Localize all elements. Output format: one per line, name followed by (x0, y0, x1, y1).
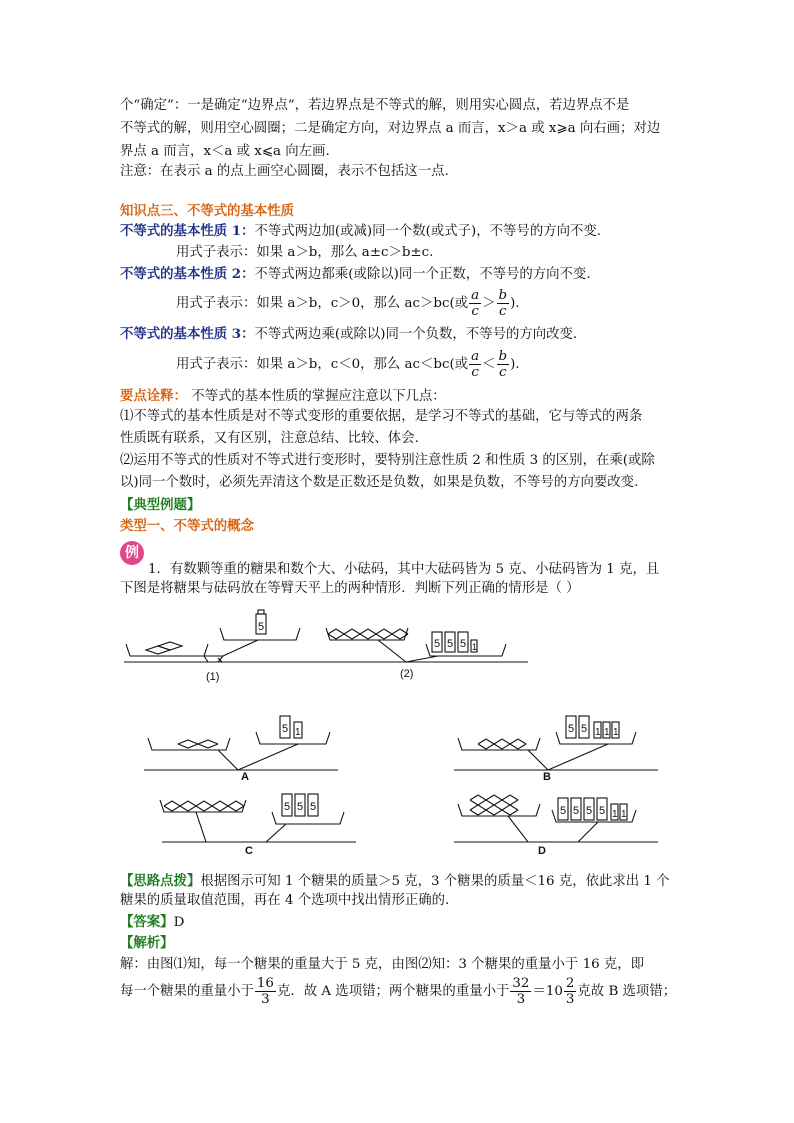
svg-text:5: 5 (586, 805, 593, 817)
svg-text:5: 5 (310, 801, 317, 813)
property-2 (120, 264, 591, 285)
scale-2 (324, 628, 528, 662)
intro-line: 界点 a 而言，x＜a 或 x⩽a 向左画. (120, 144, 330, 159)
question-line: 下图是将糖果与砝码放在等臂天平上的两种情形．判断下列正确的情形是（ ） (120, 581, 580, 596)
balance-scales-figure (118, 600, 678, 860)
fraction: $\frac{a}{c}$ (471, 349, 480, 380)
svg-text:1: 1 (612, 809, 618, 820)
question-line: 1．有数颗等重的糖果和数个大、小砝码，其中大砝码皆为 5 克、小砝码皆为 1 克，且 (148, 562, 660, 577)
note-item: 性质既有联系，又有区别，注意总结、比较、体会. (120, 431, 419, 446)
option-label-b: B (543, 771, 551, 783)
fraction: $\frac{32}{3}$ (512, 976, 530, 1007)
svg-text:1: 1 (613, 727, 619, 738)
svg-text:5: 5 (460, 638, 467, 650)
note-item: ⑴不等式的基本性质是对不等式变形的重要依据，是学习不等式的基础，它与等式的两条 (120, 409, 643, 424)
svg-text:5: 5 (568, 723, 575, 735)
property-2-label: 不等式的基本性质 2： (120, 266, 255, 282)
svg-text:5: 5 (447, 638, 454, 650)
svg-text:1: 1 (295, 727, 301, 738)
svg-text:5: 5 (434, 638, 441, 650)
property-1-formula: 用式子表示：如果 a＞b，那么 a±c＞b±c. (176, 245, 434, 260)
property-3-formula: 用式子表示：如果 a＞b，c＜0，那么 ac＜bc(或 $\frac{a}{c}$ ＜ $\frac{b}{c}$ ). (176, 349, 520, 380)
svg-text:5: 5 (573, 805, 580, 817)
figure-label-1: (1) (206, 671, 220, 683)
svg-text:5: 5 (599, 805, 606, 817)
option-b-scale (454, 716, 658, 770)
property-1-label: 不等式的基本性质 1： (120, 223, 255, 239)
property-1 (120, 221, 601, 242)
fraction: $\frac{2}{3}$ (565, 976, 575, 1007)
svg-text:1: 1 (595, 727, 601, 738)
option-d-scale (454, 795, 658, 842)
svg-text:5: 5 (297, 801, 304, 813)
hint-label: 【思路点拨】 (120, 873, 201, 889)
intro-line: 个“确定”：一是确定“边界点”，若边界点是不等式的解，则用实心圆点，若边界点不是 (120, 98, 630, 113)
answer-label: 【答案】 (120, 914, 174, 930)
note-item: 以)同一个数时，必须先弄清这个数是正数还是负数，如果是负数，不等号的方向要改变. (120, 475, 639, 490)
answer-line (120, 912, 184, 933)
fraction: $\frac{a}{c}$ (471, 288, 480, 319)
property-3 (120, 324, 577, 345)
svg-text:5: 5 (581, 723, 588, 735)
notes-label: 要点诠释： (120, 388, 187, 404)
option-label-a: A (241, 771, 249, 783)
examples-heading: 【典型例题】 (120, 497, 201, 513)
property-1-text: 不等式两边加(或减)同一个数(或式子)，不等号的方向不变. (254, 224, 602, 239)
note-item: ⑵运用不等式的性质对不等式进行变形时，要特别注意性质 2 和性质 3 的区别，在乘(或除 (120, 453, 655, 468)
property-2-formula: 用式子表示：如果 a＞b，c＞0，那么 ac＞bc(或 $\frac{a}{c}$ ＞ $\frac{b}{c}$ ). (176, 288, 520, 319)
option-label-d: D (538, 845, 546, 857)
option-label-c: C (245, 845, 253, 857)
note-line: 注意：在表示 a 的点上画空心圆圈，表示不包括这一点. (120, 164, 449, 179)
analysis-label: 【解析】 (120, 935, 174, 951)
option-c-scale (160, 794, 356, 842)
type-heading: 类型一、不等式的概念 (120, 518, 254, 534)
section-heading: 知识点三、不等式的基本性质 (120, 203, 295, 219)
hint-line: 【思路点拨】根据图示可知 1 个糖果的质量＞5 克，3 个糖果的质量＜16 克，依此求出 1 个 (120, 873, 670, 889)
property-3-text: 不等式两边乘(或除以)同一个负数，不等号的方向改变. (254, 327, 578, 342)
svg-text:1: 1 (621, 809, 627, 820)
svg-text:5: 5 (282, 723, 289, 735)
svg-text:1: 1 (472, 642, 478, 652)
property-2-text: 不等式两边都乘(或除以)同一个正数，不等号的方向不变. (254, 267, 591, 282)
weight-5: 5 (258, 621, 265, 633)
notes-title: 要点诠释： 不等式的基本性质的掌握应注意以下几点： (120, 388, 446, 404)
fraction: $\frac{16}{3}$ (256, 976, 274, 1007)
option-a-scale (144, 716, 338, 770)
hint-line: 糖果的质量取值范围，再在 4 个选项中找出情形正确的. (120, 893, 450, 908)
fraction: $\frac{b}{c}$ (498, 349, 508, 380)
property-3-label: 不等式的基本性质 3： (120, 326, 255, 342)
scale-1 (124, 610, 328, 662)
svg-text:5: 5 (284, 801, 291, 813)
formula-text: 用式子表示：如果 a＞b，c＜0，那么 ac＜bc(或 (176, 357, 469, 372)
figure-label-2: (2) (400, 668, 414, 680)
example-badge: 例 (120, 541, 144, 565)
fraction: $\frac{b}{c}$ (498, 288, 508, 319)
svg-text:1: 1 (604, 727, 610, 738)
formula-text: 用式子表示：如果 a＞b，c＞0，那么 ac＞bc(或 (176, 296, 469, 311)
intro-line: 不等式的解，则用空心圆圈；二是确定方向，对边界点 a 而言，x＞a 或 x⩾a 向右画；对边 (120, 121, 661, 136)
answer-value: D (173, 915, 185, 930)
svg-text:5: 5 (560, 805, 567, 817)
solution-line: 解：由图⑴知，每一个糖果的重量大于 5 克，由图⑵知：3 个糖果的重量小于 16 克，即 (120, 957, 645, 972)
solution-line: 每一个糖果的重量小于 $\frac{16}{3}$ 克．故 A 选项错；两个糖果的重量小于 $\frac{32}{3}$ ＝10 $\frac{2}{3}$ 克故 B 选项错； (120, 976, 677, 1007)
